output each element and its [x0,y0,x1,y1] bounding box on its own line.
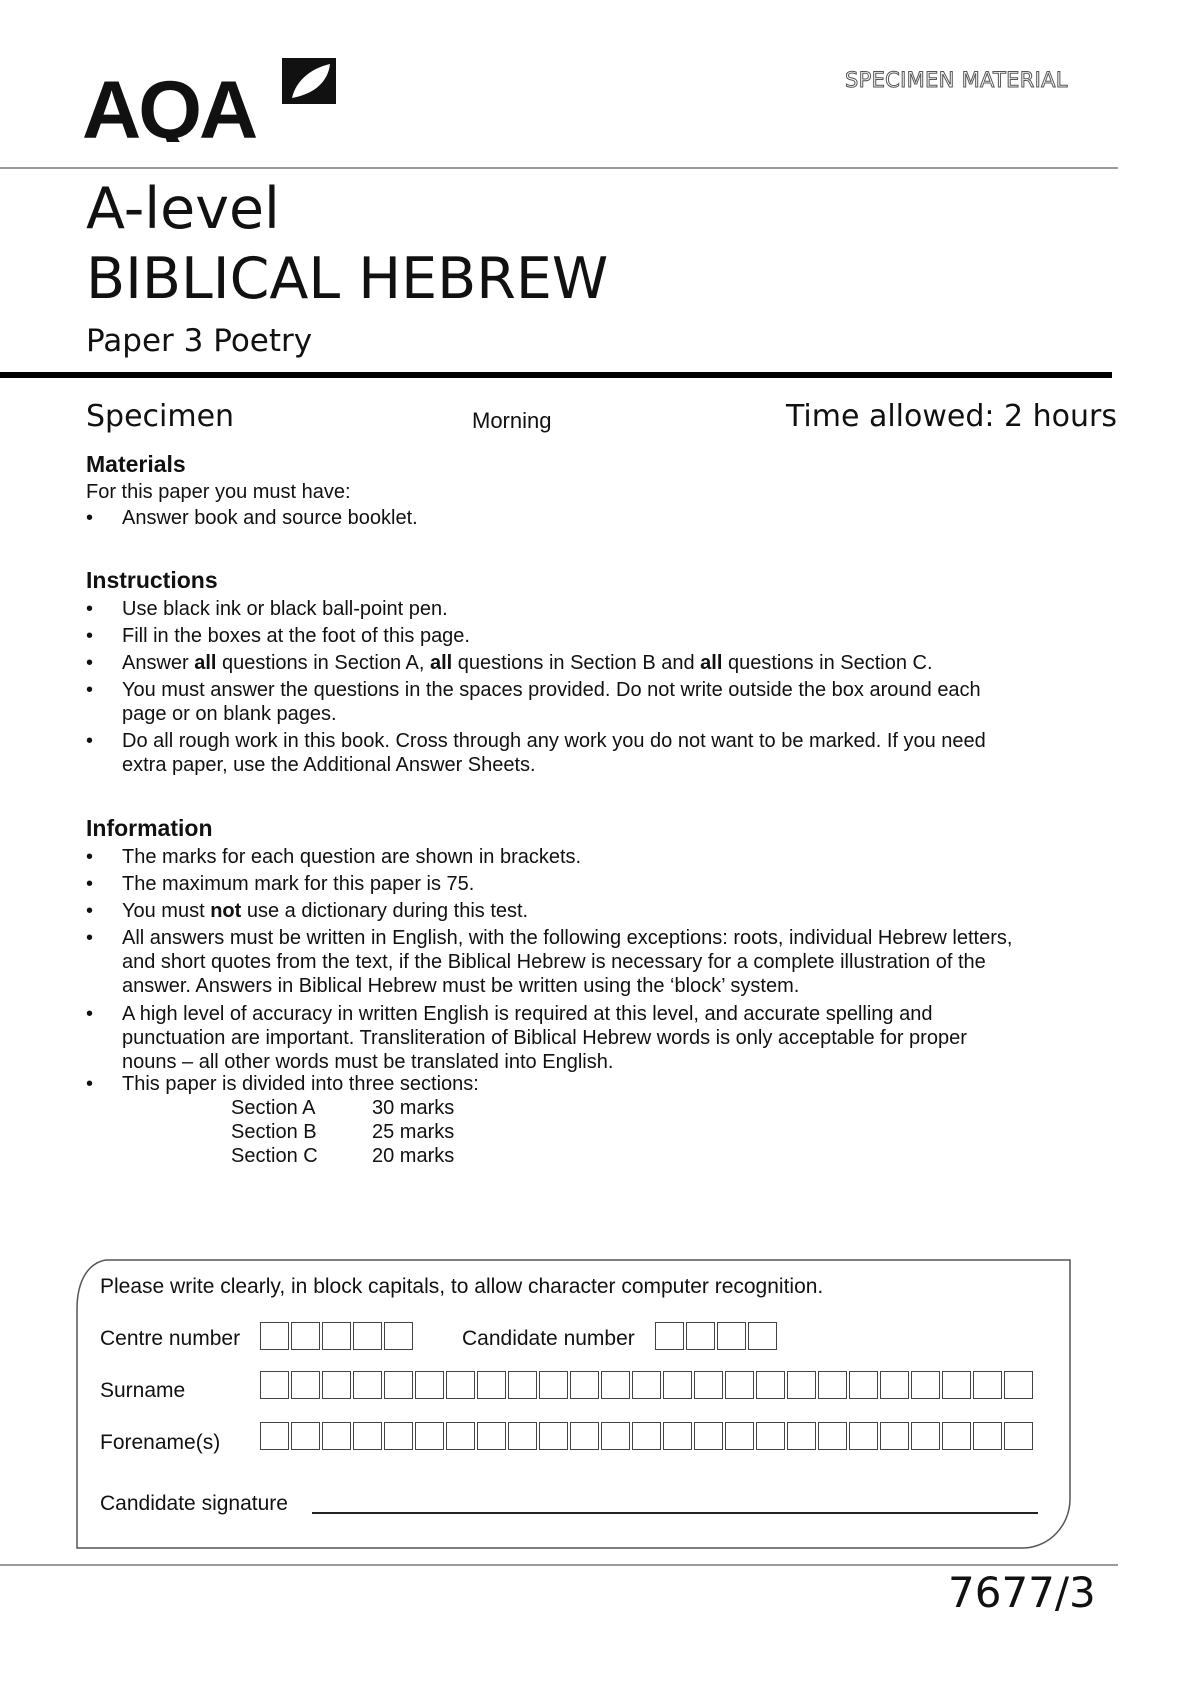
bullet-icon: • [86,1003,94,1025]
surname-field[interactable] [260,1371,1035,1399]
section-row: Section B 25 marks [231,1121,455,1143]
forename-box[interactable] [477,1422,506,1450]
surname-box[interactable] [756,1371,785,1399]
signature-line[interactable] [312,1512,1038,1514]
bullet-icon: • [86,900,94,922]
forename-box[interactable] [849,1422,878,1450]
instructions-heading: Instructions [86,567,218,593]
centre-number-box[interactable] [260,1322,289,1350]
bullet-icon: • [86,730,94,752]
title-divider [0,372,1112,378]
leaf-icon [282,58,336,104]
surname-box[interactable] [818,1371,847,1399]
time-allowed: Time allowed: 2 hours [786,399,1118,434]
forename-box[interactable] [756,1422,785,1450]
bullet-icon: • [86,1073,94,1095]
forename-box[interactable] [446,1422,475,1450]
bullet-icon: • [86,873,94,895]
surname-box[interactable] [663,1371,692,1399]
surname-box[interactable] [291,1371,320,1399]
surname-box[interactable] [322,1371,351,1399]
paper-title: Paper 3 Poetry [86,323,313,359]
forename-box[interactable] [880,1422,909,1450]
forename-box[interactable] [818,1422,847,1450]
candidate-number-label: Candidate number [462,1327,635,1350]
paper-code: 7677/3 [948,1568,1096,1617]
centre-number-box[interactable] [353,1322,382,1350]
bullet-icon: • [86,679,94,701]
time-of-day: Morning [472,408,552,433]
form-intro: Please write clearly, in block capitals, to allow character computer recognition. [100,1275,824,1298]
bullet-icon: • [86,625,94,647]
forenames-field[interactable] [260,1422,1035,1450]
bullet-icon: • [86,927,94,949]
surname-box[interactable] [911,1371,940,1399]
centre-number-box[interactable] [291,1322,320,1350]
surname-box[interactable] [539,1371,568,1399]
centre-number-field[interactable] [260,1322,415,1350]
bullet-icon: • [86,846,94,868]
forename-box[interactable] [415,1422,444,1450]
surname-box[interactable] [942,1371,971,1399]
surname-label: Surname [100,1379,186,1402]
surname-box[interactable] [384,1371,413,1399]
forename-box[interactable] [725,1422,754,1450]
forename-box[interactable] [260,1422,289,1450]
surname-box[interactable] [725,1371,754,1399]
specimen-material-label: SPECIMEN MATERIAL [845,68,1068,92]
candidate-number-field[interactable] [655,1322,779,1350]
bullet-icon: • [86,598,94,620]
aqa-logo-graphic [82,52,342,142]
candidate-number-box[interactable] [748,1322,777,1350]
surname-box[interactable] [601,1371,630,1399]
surname-box[interactable] [973,1371,1002,1399]
forename-box[interactable] [787,1422,816,1450]
surname-box[interactable] [849,1371,878,1399]
surname-box[interactable] [787,1371,816,1399]
centre-number-box[interactable] [384,1322,413,1350]
surname-box[interactable] [570,1371,599,1399]
forename-box[interactable] [632,1422,661,1450]
forenames-label: Forename(s) [100,1431,221,1454]
forename-box[interactable] [663,1422,692,1450]
forename-box[interactable] [911,1422,940,1450]
materials-intro: For this paper you must have: [86,481,351,503]
candidate-number-box[interactable] [686,1322,715,1350]
centre-number-box[interactable] [322,1322,351,1350]
aqa-logo [82,52,342,147]
forename-box[interactable] [942,1422,971,1450]
sections-table [231,1096,454,1168]
forename-box[interactable] [384,1422,413,1450]
surname-box[interactable] [415,1371,444,1399]
candidate-number-box[interactable] [717,1322,746,1350]
bullet-icon: • [86,507,94,529]
candidate-number-box[interactable] [655,1322,684,1350]
surname-box[interactable] [632,1371,661,1399]
surname-box[interactable] [880,1371,909,1399]
surname-box[interactable] [477,1371,506,1399]
surname-box[interactable] [260,1371,289,1399]
forename-box[interactable] [539,1422,568,1450]
subject-title: BIBLICAL HEBREW [86,246,609,312]
surname-box[interactable] [694,1371,723,1399]
forename-box[interactable] [973,1422,1002,1450]
forename-box[interactable] [291,1422,320,1450]
signature-label: Candidate signature [100,1492,288,1515]
forename-box[interactable] [570,1422,599,1450]
qualification-level: A-level [86,176,280,242]
section-row: Section A 30 marks [231,1097,455,1119]
forename-box[interactable] [322,1422,351,1450]
forename-box[interactable] [353,1422,382,1450]
logo-text: AQA [82,65,256,142]
materials-heading: Materials [86,451,186,477]
surname-box[interactable] [446,1371,475,1399]
surname-box[interactable] [1004,1371,1033,1399]
section-row: Section C 20 marks [231,1145,455,1167]
bullet-icon: • [86,652,94,674]
session-label: Specimen [86,399,235,434]
surname-box[interactable] [508,1371,537,1399]
forename-box[interactable] [1004,1422,1033,1450]
footer-divider [0,1564,1118,1566]
header-divider [0,167,1118,169]
forename-box[interactable] [508,1422,537,1450]
centre-number-label: Centre number [100,1327,241,1350]
surname-box[interactable] [353,1371,382,1399]
forename-box[interactable] [694,1422,723,1450]
forename-box[interactable] [601,1422,630,1450]
information-heading: Information [86,815,213,841]
